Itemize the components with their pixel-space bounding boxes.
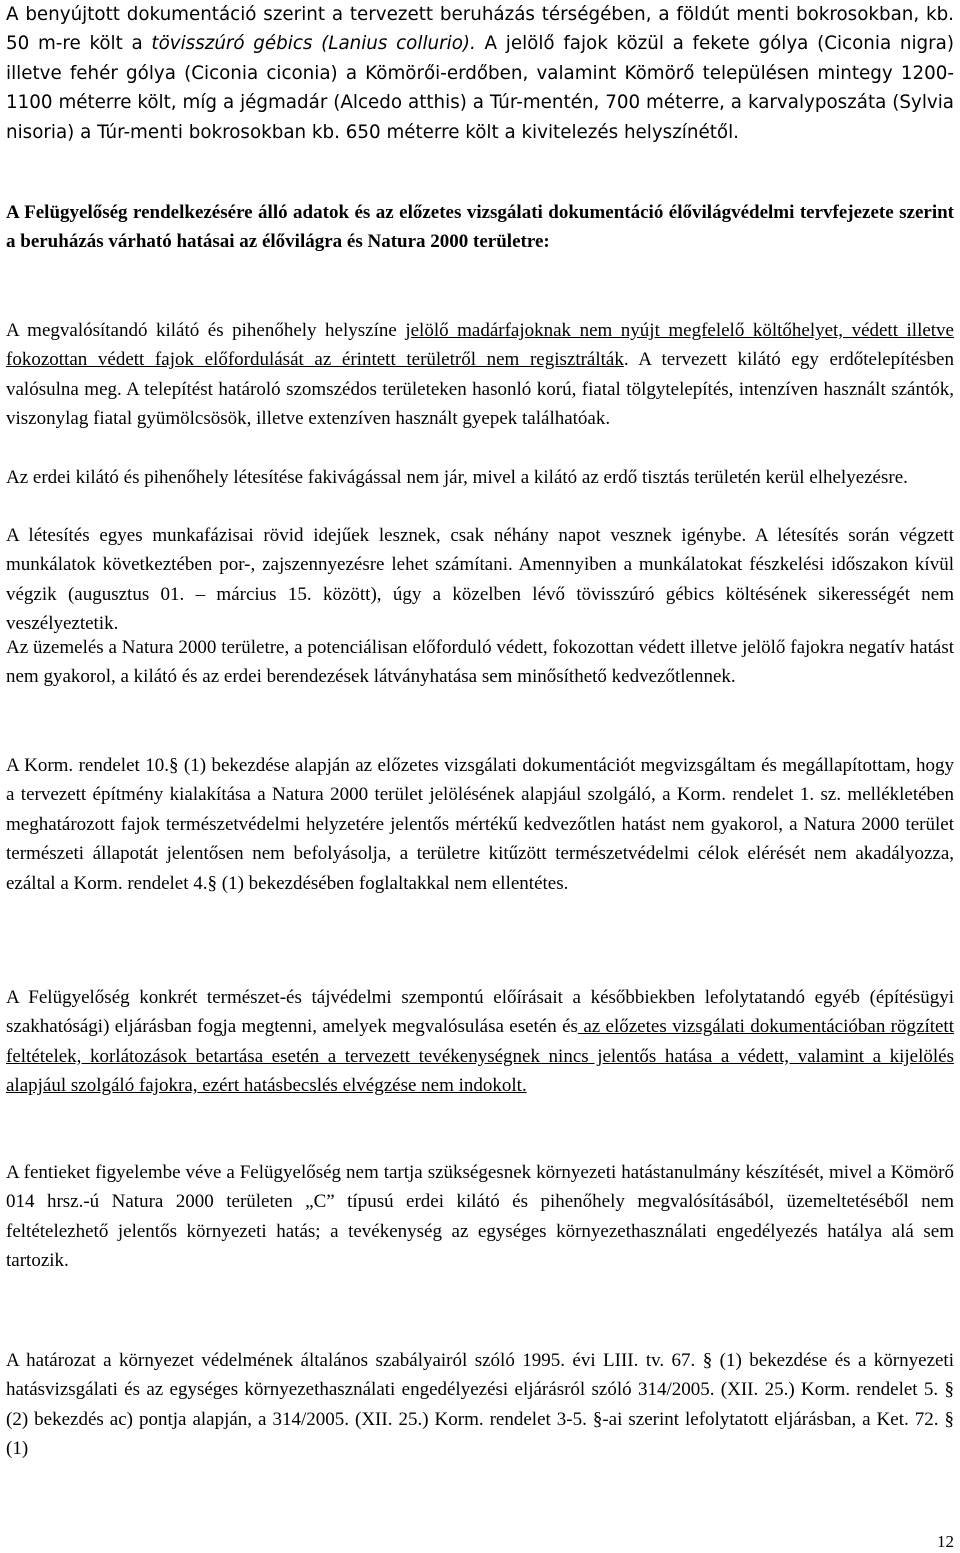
paragraph-text: A jelölő fajok közül a fekete gólya (Ciconia nigra) illetve fehér gólya (Ciconia ciconia) a Kömörői-erdőben, valamint Kömörő településen mintegy 1200-1100 méterre költ, míg a jégmadár (Alcedo atthis) a Túr-mentén, 700 méterre, a karvalyposzáta (Sylvia nisoria) a Túr-menti bokrosokban kb. 650 méterre költ a kivitelezés helyszínétől. <box>6 33 954 143</box>
italic-species-name: tövisszúró gébics (Lanius collurio). <box>151 33 476 55</box>
paragraph-text: A benyújtott dokumentáció szerint a tervezett beruházás térségében, a földút menti bokrosokban, kb. 50 m-re költ a <box>6 4 954 55</box>
paragraph-nesting-birds <box>6 0 954 147</box>
paragraph-legal-basis: A határozat a környezet védelmének általános szabályairól szóló 1995. évi LIII. tv. 67. § (1) bekezdése és a környezeti hatásvizsgálati és az egységes környezethasználati engedélyezési eljárásról szóló 314/2005. (XII. 25.) Korm. rendelet 5. § (2) bekezdés ac) pontja alapján, a 314/2005. (XII. 25.) Korm. rendelet 3-5. §-ai szerint lefolytatott eljárásban, a Ket. 72. § (1) <box>6 1350 954 1460</box>
paragraph-conditions <box>6 983 954 1101</box>
section-heading: A Felügyelőség rendelkezésére álló adatok és az előzetes vizsgálati dokumentáció élővilágvédelmi tervfejezete szerint a beruházás várható hatásai az élővilágra és Natura 2000 területre: <box>6 202 954 253</box>
underlined-text: jelölő madárfajoknak nem nyújt megfelelő költőhelyet, védett illetve fokozottan védett fajok előfordulását az érintett területről nem regisztrálták <box>6 320 954 371</box>
paragraph-text: . A tervezett kilátó egy erdőtelepítésben valósulna meg. A telepítést határoló szomszédos területeken hasonló korú, fiatal tölgytelepítés, intenzíven használt szántók, viszonylag fiatal gyümölcsösök, illetve extenzíven használt gyepek találhatóak. <box>6 349 954 430</box>
paragraph-text: A Felügyelőség konkrét természet-és tájvédelmi szempontú előírásait a későbbiekben lefolytatandó egyéb (építésügyi szakhatósági) eljárásban fogja megtenni, amelyek megvalósulása esetén és <box>6 987 954 1038</box>
paragraph-no-logging: Az erdei kilátó és pihenőhely létesítése fakivágással nem jár, mivel a kilátó az erdő tisztás területén kerül elhelyezésre. <box>6 467 908 488</box>
paragraph-location <box>6 316 954 434</box>
page-number: 12 <box>937 1532 954 1551</box>
paragraph-operation: Az üzemelés a Natura 2000 területre, a potenciálisan előforduló védett, fokozottan védett illetve jelölő fajokra negatív hatást nem gyakorol, a kilátó és az erdei berendezések látványhatása sem minősíthető kedvezőtlennek. <box>6 637 954 688</box>
paragraph-work-phases: A létesítés egyes munkafázisai rövid idejűek lesznek, csak néhány napot vesznek igénybe. A létesítés során végzett munkálatok következtében por-, zajszennyezésre lehet számítani. Amennyiben a munkálatokat fészkelési időszakon kívül végzik (augusztus 01. – március 15. között), úgy a közelben lévő tövisszúró gébics költésének sikerességét nem veszélyeztetik. <box>6 525 954 635</box>
paragraph-regulation: A Korm. rendelet 10.§ (1) bekezdése alapján az előzetes vizsgálati dokumentációt megvizsgáltam és megállapítottam, hogy a tervezett építmény kialakítása a Natura 2000 terület jelölésének alapjául szolgáló, a Korm. rendelet 1. sz. mellékletében meghatározott fajok természetvédelmi helyzetére jelentős mértékű kedvezőtlen hatást nem gyakorol, a Natura 2000 terület természeti állapotát jelentősen nem befolyásolja, a területre kitűzött természetvédelmi célok elérését nem akadályozza, ezáltal a Korm. rendelet 4.§ (1) bekezdésében foglaltakkal nem ellentétes. <box>6 755 954 894</box>
underlined-text: az előzetes vizsgálati dokumentációban rögzített feltételek, korlátozások betartása esetén a tervezett tevékenységnek nincs jelentős hatása a védett, valamint a kijelölés alapjául szolgáló fajokra, ezért hatásbecslés elvégzése nem indokolt. <box>6 1016 954 1097</box>
paragraph-text: A megvalósítandó kilátó és pihenőhely helyszíne <box>6 320 406 341</box>
paragraph-conclusion: A fentieket figyelembe véve a Felügyelőség nem tartja szükségesnek környezeti hatástanulmány készítését, mivel a Kömörő 014 hrsz.-ú Natura 2000 területen „C” típusú erdei kilátó és pihenőhely megvalósításából, üzemeltetéséből nem feltételezhető jelentős környezeti hatás; a tevékenység az egységes környezethasználati engedélyezés hatálya alá sem tartozik. <box>6 1162 954 1272</box>
